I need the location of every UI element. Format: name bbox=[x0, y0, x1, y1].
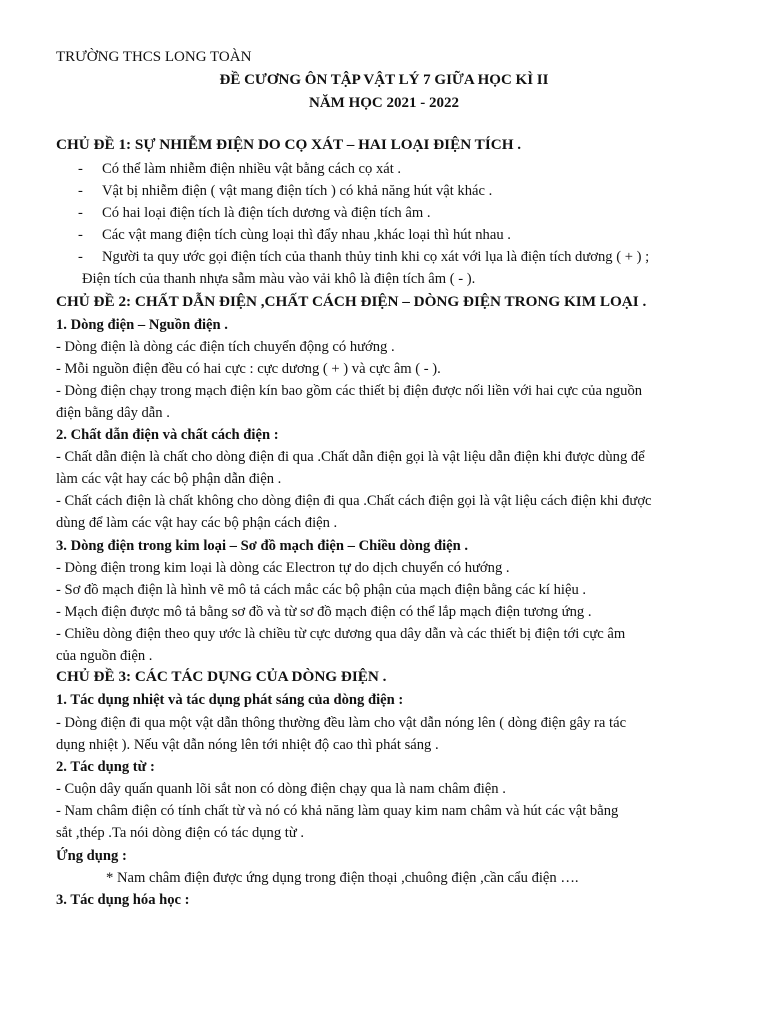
application-line: * Nam châm điện được ứng dụng trong điện thoại ,chuông điện ,cần cẩu điện …. bbox=[106, 870, 579, 886]
topic1-bullet: Có hai loại điện tích là điện tích dương và điện tích âm . bbox=[102, 205, 431, 221]
topic2-s3-line: - Dòng điện trong kim loại là dòng các Electron tự do dịch chuyển có hướng . bbox=[56, 560, 510, 576]
topic2-section3-title: 3. Dòng điện trong kim loại – Sơ đồ mạch điện – Chiều dòng điện . bbox=[56, 538, 469, 554]
topic1-bullet: Các vật mang điện tích cùng loại thì đẩy nhau ,khác loại thì hút nhau . bbox=[102, 227, 511, 243]
topic2-s2-line: - Chất dẫn điện là chất cho dòng điện đi qua .Chất dẫn điện gọi là vật liệu dẫn điện khi được dùng để bbox=[56, 449, 645, 465]
topic1-heading: CHỦ ĐỀ 1: SỰ NHIỄM ĐIỆN DO CỌ XÁT – HAI LOẠI ĐIỆN TÍCH . bbox=[56, 136, 522, 153]
topic2-s2-line: dùng để làm các vật hay các bộ phận cách điện . bbox=[56, 515, 338, 531]
topic1-bullet-continuation: Điện tích của thanh nhựa sẫm màu vào vải khô là điện tích âm ( - ). bbox=[82, 271, 476, 287]
topic2-heading: CHỦ ĐỀ 2: CHẤT DẪN ĐIỆN ,CHẤT CÁCH ĐIỆN – DÒNG ĐIỆN TRONG KIM LOẠI . bbox=[56, 293, 647, 310]
document-title: ĐỀ CƯƠNG ÔN TẬP VẬT LÝ 7 GIỮA HỌC KÌ II bbox=[219, 72, 549, 88]
topic2-s3-line: - Sơ đồ mạch điện là hình vẽ mô tả cách mắc các bộ phận của mạch điện bằng các kí hiệu . bbox=[56, 582, 587, 598]
topic3-section2-title: 2. Tác dụng từ : bbox=[56, 759, 155, 775]
topic3-s2-line: - Nam châm điện có tính chất từ và nó có khả năng làm quay kim nam châm và hút các vật bằng bbox=[56, 803, 619, 819]
topic3-s1-line: - Dòng điện đi qua một vật dẫn thông thường đều làm cho vật dẫn nóng lên ( dòng điện gây ra tác bbox=[56, 715, 627, 731]
topic2-s3-line: - Chiều dòng điện theo quy ước là chiều từ cực dương qua dây dẫn và các thiết bị điện tới cực âm bbox=[56, 626, 626, 642]
topic2-s1-line: - Dòng điện chạy trong mạch điện kín bao gồm các thiết bị điện được nối liền với hai cực của nguồn bbox=[56, 383, 643, 399]
topic2-s3-line: - Mạch điện được mô tả bằng sơ đồ và từ sơ đồ mạch điện có thể lắp mạch điện tương ứng . bbox=[56, 604, 592, 620]
topic3-section1-title: 1. Tác dụng nhiệt và tác dụng phát sáng của dòng điện : bbox=[56, 692, 404, 708]
topic3-section3-title: 3. Tác dụng hóa học : bbox=[56, 892, 190, 908]
bullet-dash: - bbox=[78, 183, 83, 199]
bullet-dash: - bbox=[78, 161, 83, 177]
bullet-dash: - bbox=[78, 227, 83, 243]
topic1-bullet: Vật bị nhiễm điện ( vật mang điện tích ) có khả năng hút vật khác . bbox=[102, 183, 493, 199]
topic2-s2-line: - Chất cách điện là chất không cho dòng điện đi qua .Chất cách điện gọi là vật liệu cách điện khi được bbox=[56, 493, 652, 509]
topic2-s1-line: điện bằng dây dẫn . bbox=[56, 405, 170, 421]
school-name: TRƯỜNG THCS LONG TOÀN bbox=[56, 49, 252, 65]
school-year: NĂM HỌC 2021 - 2022 bbox=[309, 95, 459, 111]
topic3-s2-line: - Cuộn dây quấn quanh lõi sắt non có dòng điện chạy qua là nam châm điện . bbox=[56, 781, 506, 797]
bullet-dash: - bbox=[78, 205, 83, 221]
topic3-s2-line: sắt ,thép .Ta nói dòng điện có tác dụng từ . bbox=[56, 825, 305, 841]
topic2-section1-title: 1. Dòng điện – Nguồn điện . bbox=[56, 317, 228, 333]
topic2-s1-line: - Dòng điện là dòng các điện tích chuyển động có hướng . bbox=[56, 339, 395, 355]
topic3-heading: CHỦ ĐỀ 3: CÁC TÁC DỤNG CỦA DÒNG ĐIỆN . bbox=[56, 668, 387, 685]
topic2-s3-line: của nguồn điện . bbox=[56, 648, 153, 664]
application-title: Ứng dụng : bbox=[56, 848, 127, 864]
topic2-s1-line: - Mỗi nguồn điện đều có hai cực : cực dương ( + ) và cực âm ( - ). bbox=[56, 361, 441, 377]
topic1-bullet: Người ta quy ước gọi điện tích của thanh thủy tinh khi cọ xát với lụa là điện tích dương ( + ) ; bbox=[102, 249, 650, 265]
topic2-section2-title: 2. Chất dẫn điện và chất cách điện : bbox=[56, 427, 279, 443]
topic3-s1-line: dụng nhiệt ). Nếu vật dẫn nóng lên tới nhiệt độ cao thì phát sáng . bbox=[56, 737, 439, 753]
topic1-bullet: Có thể làm nhiễm điện nhiều vật bằng cách cọ xát . bbox=[102, 161, 402, 177]
topic2-s2-line: làm các vật hay các bộ phận dẫn điện . bbox=[56, 471, 282, 487]
bullet-dash: - bbox=[78, 249, 83, 265]
